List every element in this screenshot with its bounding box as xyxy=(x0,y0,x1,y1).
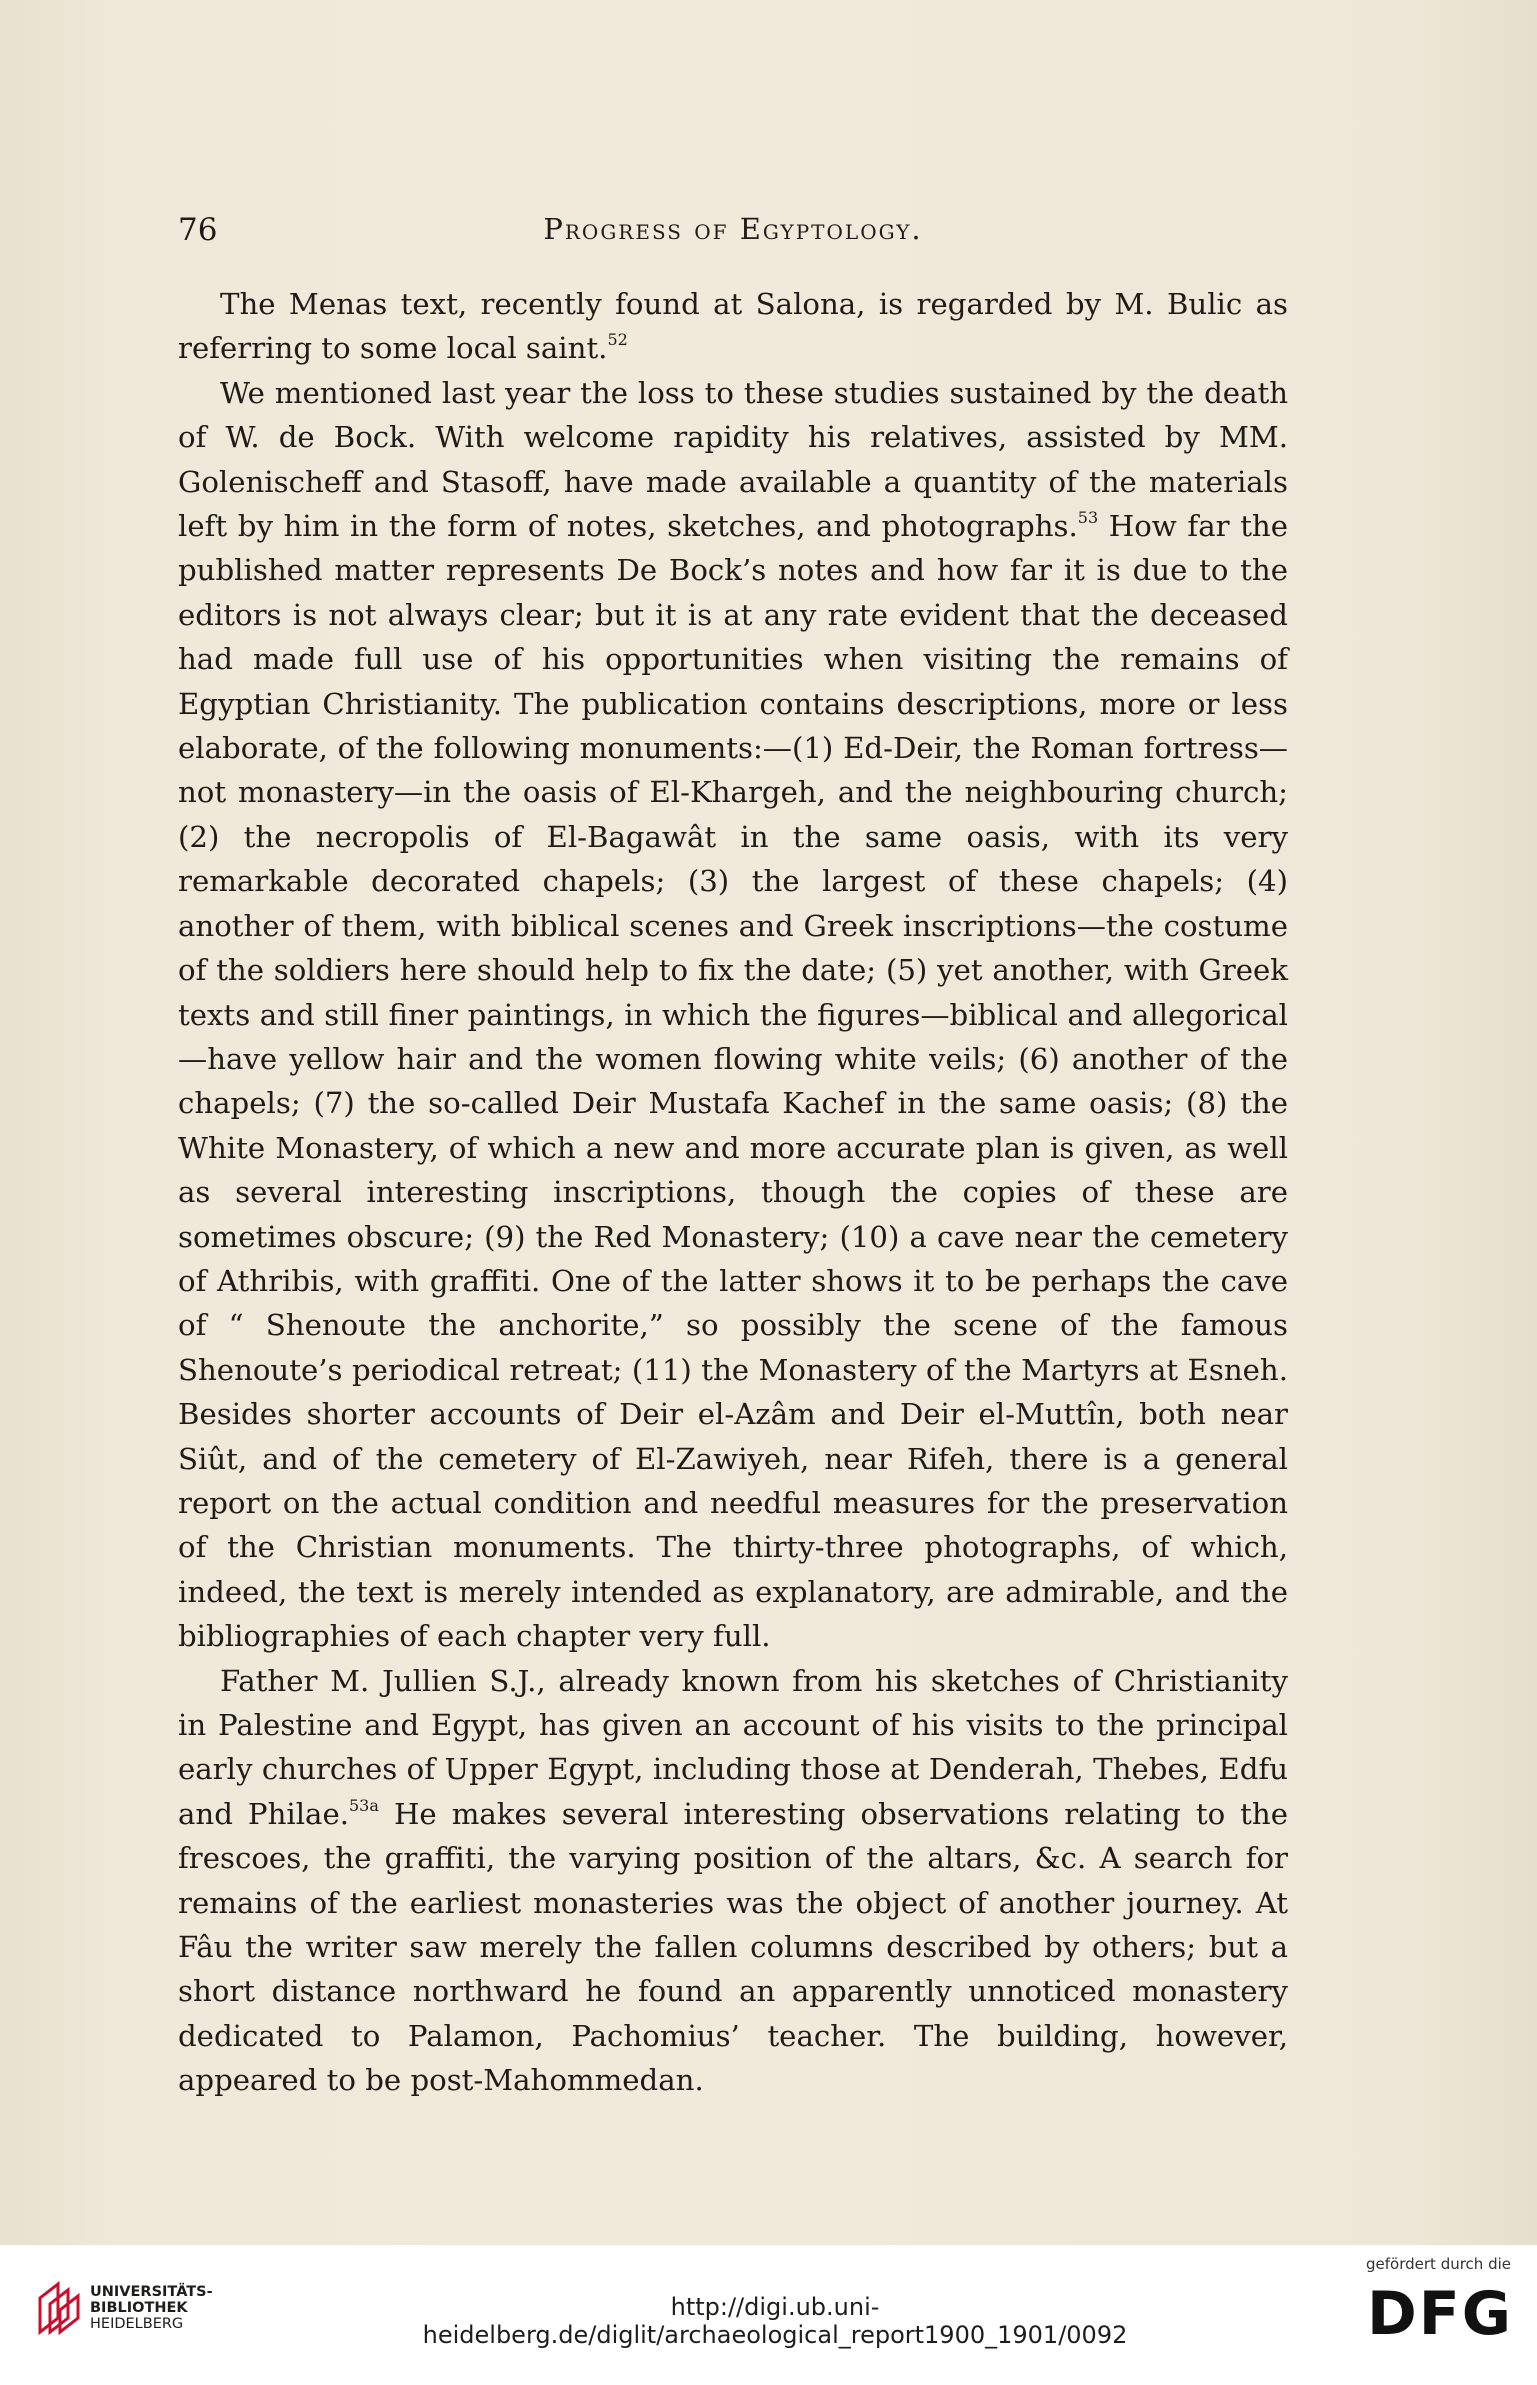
permalink-url[interactable]: http://digi.ub.uni-heidelberg.de/diglit/archaeological_report1900_1901/0092 xyxy=(422,2293,1128,2349)
library-name xyxy=(90,2284,213,2332)
paragraph-text: How far the published matter represents De Bock’s notes and how far it is due to the editors is not always clear; but it is at any rate evident that the deceased had made full use of his opportunities when visiting the remains of Egyptian Christianity. The publication contains descriptions, more or less elaborate, of the following monuments:—(1) Ed-Deir, the Roman fortress—not monastery—in the oasis of El-Khargeh, and the neighbouring church; (2) the necropolis of El-Bagawât in the same oasis, with its very remarkable decorated chapels; (3) the largest of these chapels; (4) another of them, with biblical scenes and Greek inscriptions—the costume of the soldiers here should help to fix the date; (5) yet another, with Greek texts and still finer paintings, in which the figures—biblical and allegorical—have yellow hair and the women flowing white veils; (6) another of the chapels; (7) the so-called Deir Mustafa Kachef in the same oasis; (8) the White Monastery, of which a new and more accurate plan is given, as well as several interesting inscriptions, though the copies of these are sometimes obscure; (9) the Red Monastery; (10) a cave near the cemetery of Athribis, with graffiti. One of the latter shows it to be perhaps the cave of “ Shenoute the anchorite,” so possibly the scene of the famous Shenoute’s periodical retreat; (11) the Monastery of the Martyrs at Esneh. Besides shorter accounts of Deir el-Azâm and Deir el-Muttîn, both near Siût, and of the cemetery of El-Zawiyeh, near Rifeh, there is a general report on the actual condition and needful measures for the preservation of the Christian monuments. The thirty-three photographs, of which, indeed, the text is merely intended as explanatory, are admirable, and the bibliographies of each chapter very full. xyxy=(178,509,1288,1654)
footnote-marker: 53 xyxy=(1077,508,1099,528)
running-title: Progress of Egyptology. xyxy=(543,212,923,246)
library-logo-icon xyxy=(36,2280,82,2336)
paragraph-text: The Menas text, recently found at Salona, is regarded by M. Bulic as referring to some local saint. xyxy=(178,287,1288,366)
paragraph xyxy=(178,371,1288,1659)
body-text xyxy=(178,282,1288,2103)
library-name-line: UNIVERSITÄTS- xyxy=(90,2284,213,2300)
page-header xyxy=(178,212,1288,262)
library-name-line: BIBLIOTHEK xyxy=(90,2300,188,2316)
footnote-marker: 52 xyxy=(607,330,628,350)
library-name-line: HEIDELBERG xyxy=(90,2316,184,2332)
page-number: 76 xyxy=(178,212,218,248)
paragraph-text: He makes several interesting observations relating to the frescoes, the graffiti, the varying position of the altars, &c. A search for remains of the earliest monasteries was the object of another journey. At Fâu the writer saw merely the fallen columns described by others; but a short distance northward he found an apparently unnoticed monastery dedicated to Palamon, Pachomius’ teacher. The building, however, appeared to be post-Mahommedan. xyxy=(178,1796,1288,2098)
paragraph xyxy=(178,1659,1288,2103)
footer-bar xyxy=(0,2245,1537,2385)
paragraph xyxy=(178,282,1288,371)
paragraph-text: Father M. Jullien S.J., already known from his sketches of Christianity in Palestine and Egypt, has given an account of his visits to the principal early churches of Upper Egypt, including those at Denderah, Thebes, Edfu and Philae. xyxy=(178,1663,1288,1831)
sponsor-note: gefördert durch die xyxy=(1366,2255,1511,2273)
dfg-logo: DFG xyxy=(1366,2279,1513,2349)
paragraph-text: We mentioned last year the loss to these studies sustained by the death of W. de Bock. With welcome rapidity his relatives, assisted by MM. Golenischeff and Stasoff, have made available a quantity of the materials left by him in the form of notes, sketches, and photographs. xyxy=(178,375,1288,544)
footnote-marker: 53a xyxy=(349,1795,379,1815)
